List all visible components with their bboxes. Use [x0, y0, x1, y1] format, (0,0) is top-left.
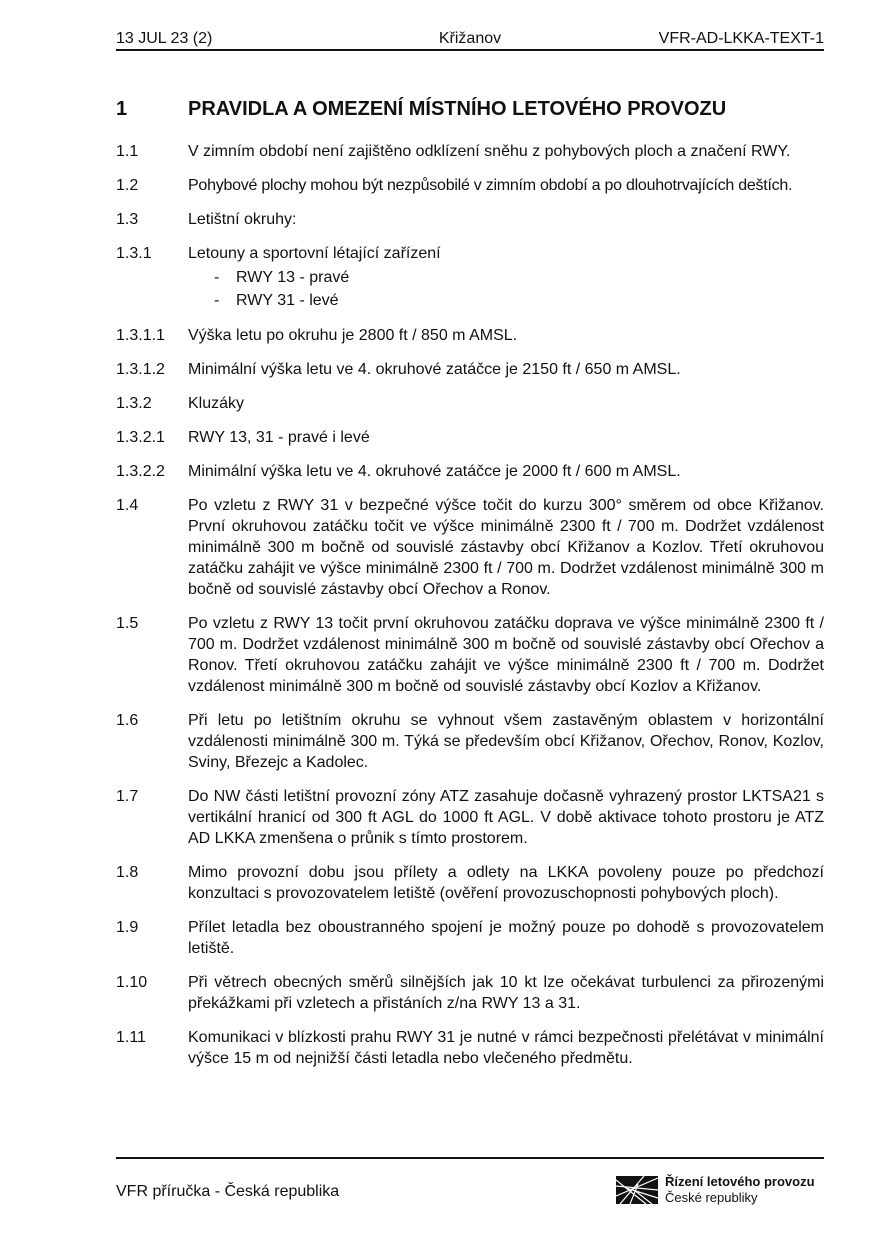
list-item — [116, 393, 824, 414]
item-text: Minimální výška letu ve 4. okruhové zatáčce je 2150 ft / 650 m AMSL. — [188, 361, 681, 378]
rules-list — [116, 141, 824, 1082]
list-item — [116, 495, 824, 600]
item-number: 1.4 — [116, 497, 139, 514]
page-header — [116, 30, 824, 50]
footer-logo — [616, 1174, 826, 1206]
item-number: 1.3.2.2 — [116, 463, 165, 480]
item-text: Do NW části letištní provozní zóny ATZ zasahuje dočasně vyhrazený prostor LKTSA21 s vertikální hranicí od 300 ft AGL do 1000 ft AGL. V době aktivace tohoto prostoru je ATZ AD LKKA zmenšena o průnik s tímto prostorem. — [188, 788, 824, 847]
org-name-line1: Řízení letového provozu — [665, 1174, 815, 1189]
item-number: 1.5 — [116, 615, 139, 632]
item-number: 1.3.2 — [116, 395, 152, 412]
sub-item-text: RWY 13 - pravé — [236, 269, 350, 286]
dash-bullet-icon: - — [214, 292, 220, 309]
list-item — [116, 710, 824, 773]
item-text: V zimním období není zajištěno odklízení sněhu z pohybových ploch a značení RWY. — [188, 143, 791, 160]
item-text: Přílet letadla bez oboustranného spojení je možný pouze po dohodě s provozovatelem letiště. — [188, 919, 824, 957]
header-date: 13 JUL 23 (2) — [116, 30, 213, 47]
item-text: Pohybové plochy mohou být nezpůsobilé v zimním období a po dlouhotrvajících deštích. — [188, 177, 793, 194]
item-number: 1.7 — [116, 788, 139, 805]
item-text: Výška letu po okruhu je 2800 ft / 850 m AMSL. — [188, 327, 518, 344]
header-aerodrome: Křižanov — [438, 30, 502, 47]
footer-publication: VFR příručka - Česká republika — [116, 1183, 340, 1200]
header-doc-id: VFR-AD-LKKA-TEXT-1 — [658, 30, 824, 47]
footer-divider — [116, 1157, 824, 1159]
list-item — [116, 1027, 824, 1069]
sub-list-item — [214, 266, 824, 289]
list-item — [116, 427, 824, 448]
list-item — [116, 325, 824, 346]
item-text: Po vzletu z RWY 13 točit první okruhovou zatáčku doprava ve výšce minimálně 2300 ft / 700 m. Dodržet vzdálenost minimálně 300 m bočně od souvislé zástavby obcí Ořechov a Ronov. Třetí okruhovou zatáčku zahájit ve výšce minimálně 2300 ft / 700 m. Dodržet vzdálenost minimálně 300 m bočně od souvislé zástavby obcí Kozlov a Křižanov. — [188, 615, 824, 695]
list-item — [116, 862, 824, 904]
item-number: 1.3.1.1 — [116, 327, 165, 344]
item-number: 1.11 — [116, 1029, 146, 1046]
list-item — [116, 175, 824, 196]
list-item — [116, 243, 824, 312]
sub-list-item — [214, 289, 824, 312]
item-number: 1.8 — [116, 864, 139, 881]
item-number: 1.3.1 — [116, 245, 152, 262]
item-text: Při letu po letištním okruhu se vyhnout všem zastavěným oblastem v horizontální vzdálenosti minimálně 300 m. Týká se především obcí Křižanov, Ořechov, Ronov, Kozlov, Sviny, Březejc a Kadolec. — [188, 712, 824, 771]
header-divider — [116, 49, 824, 51]
item-number: 1.6 — [116, 712, 139, 729]
item-number: 1.10 — [116, 974, 148, 991]
list-item — [116, 141, 824, 162]
item-text: RWY 13, 31 - pravé i levé — [188, 429, 370, 446]
list-item — [116, 786, 824, 849]
item-number: 1.2 — [116, 177, 139, 194]
org-name-line2: České republiky — [665, 1190, 758, 1205]
item-text: Minimální výška letu ve 4. okruhové zatáčce je 2000 ft / 600 m AMSL. — [188, 463, 681, 480]
dash-bullet-icon: - — [214, 269, 220, 286]
list-item — [116, 209, 824, 230]
section-number: 1 — [116, 98, 128, 120]
item-number: 1.3.2.1 — [116, 429, 165, 446]
item-text: Mimo provozní dobu jsou přílety a odlety na LKKA povoleny pouze po předchozí konzultaci s provozovatelem letiště (ověření provozuschopnosti pohybových ploch). — [188, 864, 824, 902]
item-text: Letouny a sportovní létající zařízení — [188, 245, 441, 262]
list-item — [116, 461, 824, 482]
item-text: Kluzáky — [188, 395, 245, 412]
item-text: Letištní okruhy: — [188, 211, 297, 228]
item-number: 1.3.1.2 — [116, 361, 165, 378]
list-item — [116, 613, 824, 697]
item-text: Komunikaci v blízkosti prahu RWY 31 je nutné v rámci bezpečnosti přelétávat v minimální výšce 15 m od nejnižší části letadla nebo vlečeného předmětu. — [188, 1029, 824, 1067]
runway-circuit-list — [188, 266, 824, 312]
sub-item-text: RWY 31 - levé — [236, 292, 339, 309]
list-item — [116, 917, 824, 959]
item-number: 1.3 — [116, 211, 139, 228]
list-item — [116, 972, 824, 1014]
item-text: Při větrech obecných směrů silnějších jak 10 kt lze očekávat turbulenci za přirozenými překážkami při vzletech a přistáních z/na RWY 13 a 31. — [188, 974, 824, 1012]
item-number: 1.1 — [116, 143, 139, 160]
item-text: Po vzletu z RWY 31 v bezpečné výšce točit do kurzu 300° směrem od obce Křižanov. První okruhovou zatáčku točit ve výšce minimálně 2300 ft / 700 m. Dodržet vzdálenost minimálně 300 m bočně od souvislé zástavby obcí Křižanov a Kozlov. Třetí okruhovou zatáčku zahájit ve výšce minimálně 2300 ft / 700 m. Dodržet vzdálenost minimálně 300 m bočně od souvislé zástavby obcí Ořechov a Ronov. — [188, 497, 824, 598]
rlp-cr-logo-icon — [616, 1176, 658, 1204]
list-item — [116, 359, 824, 380]
item-number: 1.9 — [116, 919, 139, 936]
section-title: PRAVIDLA A OMEZENÍ MÍSTNÍHO LETOVÉHO PROVOZU — [188, 98, 727, 120]
